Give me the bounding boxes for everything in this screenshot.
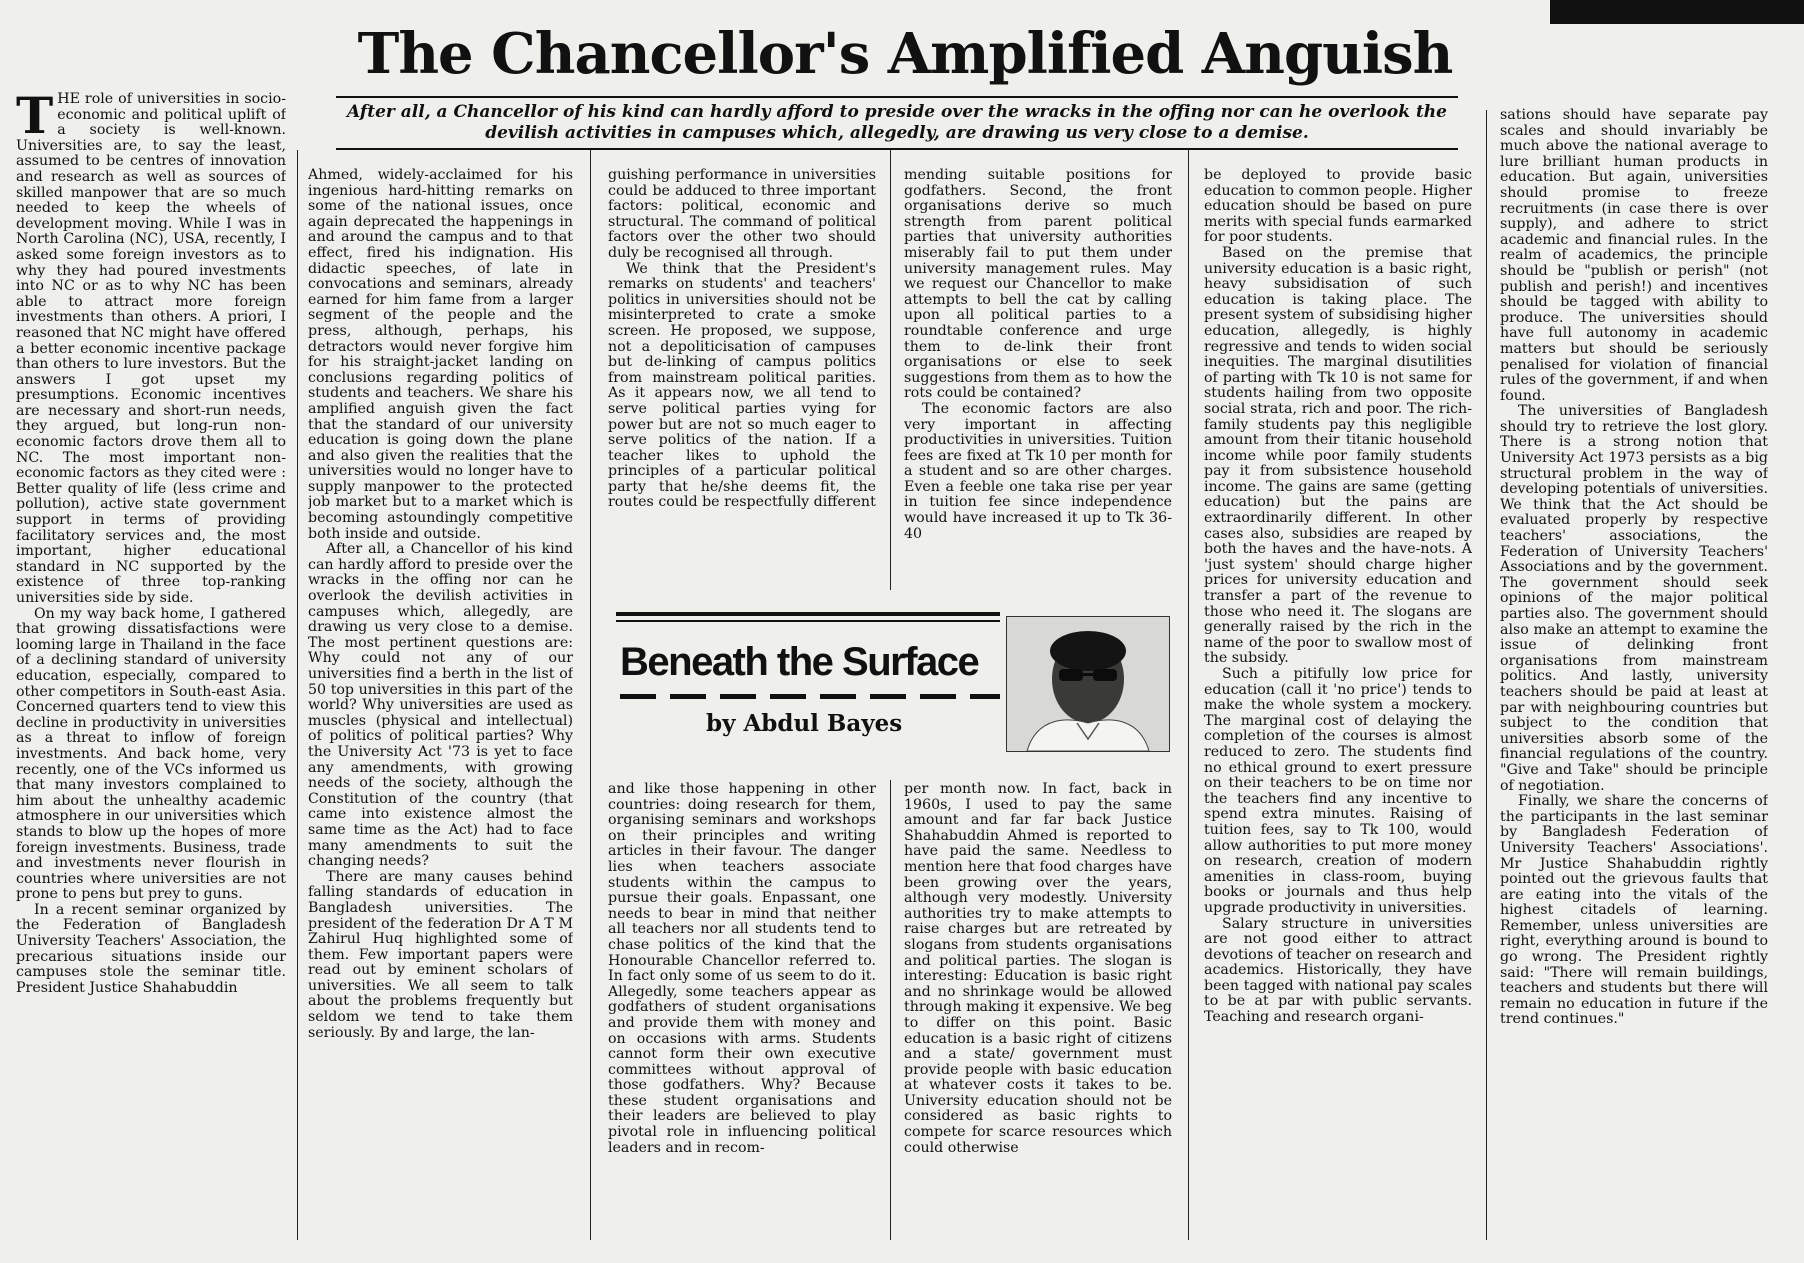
paragraph: After all, a Chancellor of his kind can hardly afford to preside over the wracks in the offing nor can he overlook the devilish activities in campuses which, allegedly, are drawing us very close to a demise. The most pertinent questions are: Why could not any of our universities find a berth in the list of 50 top universities in this part of the world? Why universities are used as muscles (physical and intellectual) of politics of political parties? Why the University Act '73 is yet to face any amendments, with growing needs of the society, although the Constitution of the country (that came into existence almost the same time as the Act) had to face many amendments to suit the changing needs? bbox=[308, 541, 573, 870]
paragraph: THE role of universities in socio-economic and political uplift of a society is well-known. Universities are, to say the least, assumed to be centres of innovation and research as well as sources of skilled manpower that are so much needed to keep the wheels of development moving. While I was in North Carolina (NC), USA, recently, I asked some foreign investors as to why they had poured investments into NC or as to why NC has been able to attract more foreign investments than others. A priori, I reasoned that NC might have offered a better economic incentive package than others to lure investors. But the answers I got upset my presumptions. Economic incentives are necessary and short-run needs, they argued, but long-run non-economic factors drove them all to NC. The most important non-economic factors as they cited were : Better quality of life (less crime and pollution), active state government support in terms of providing facilitatory services and, the most important, higher educational standard in NC supported by the existence of three top-ranking universities side by side. bbox=[16, 92, 286, 606]
column-rule bbox=[297, 150, 298, 1240]
paragraph: per month now. In fact, back in 1960s, I used to pay the same amount and far far back Justice Shahabuddin Ahmed is reported to have paid the same. Needless to mention here that food charges have been growing over the years, although very modestly. University authorities try to make attempts to raise charges but are retreated by slogans from students organisations and political parties. The slogan is interesting: Education is basic right and no shrinkage would be allowed through making it expensive. We beg to differ on this point. Basic education is a basic right of citizens and a state/ government must provide people with basic education at whatever costs it takes to be. University education should not be considered as basic rights to compete for scarce resources which could otherwise bbox=[904, 782, 1172, 1156]
paragraph: The universities of Bangladesh should try to retrieve the lost glory. There is a strong notion that University Act 1973 persists as a big structural problem in the way of developing potentials of universities. We think that the Act should be evaluated properly by respective teachers' associations, the Federation of University Teachers' Associations and by the government. The government should seek opinions of the major political parties also. The government should also make an attempt to examine the issue of delinking front organisations from mainstream politics. And lastly, university teachers should be paid at least at par with neighbouring countries but subject to the condition that universities absorb some of the financial regulations of the country. "Give and Take" should be principle of negotiation. bbox=[1500, 403, 1768, 794]
column-header-box bbox=[616, 612, 1172, 754]
paragraph: We think that the President's remarks on students' and teachers' politics in universities should not be misinterpreted to crate a smoke screen. He proposed, we suppose, not a depoliticisation of campuses but de-linking of campus politics from mainstream political parities. As it appears now, we all tend to serve political parties vying for power but are not so much eager to serve politics of the nation. If a teacher likes to uphold the principles of a particular political party that he/she deems fit, the routes could be respectfully different bbox=[608, 260, 876, 511]
headline: The Chancellor's Amplified Anguish bbox=[357, 21, 1453, 87]
top-black-bar bbox=[1550, 0, 1804, 24]
dashed-rule bbox=[620, 694, 1000, 699]
box-rule bbox=[616, 620, 1000, 622]
author-photo bbox=[1006, 616, 1170, 752]
column-6 bbox=[1500, 108, 1768, 1243]
paragraph: sations should have separate pay scales and should invariably be much above the national average to lure brilliant human products in education. But again, universities should promise to freeze recruitments (in case there is over supply), and adhere to strict academic and financial rules. In the realm of academics, the principle should be "publish or perish" (not publish and perish!) and incentives should be tagged with ability to produce. The universities should have full autonomy in academic matters but should be seriously penalised for violation of financial rules of the government, if and when found. bbox=[1500, 108, 1768, 404]
column-2 bbox=[308, 168, 573, 1243]
subheadline: After all, a Chancellor of his kind can hardly afford to preside over the wracks in the offing nor can he overlook the devilish activities in campuses which, allegedly, are drawing us very close to a demise. bbox=[336, 96, 1458, 150]
paragraph: In a recent seminar organized by the Federation of Bangladesh University Teachers' Association, the precarious situations inside our campuses stole the seminar title. President Justice Shahabuddin bbox=[16, 901, 286, 996]
paragraph: Such a pitifully low price for education (call it 'no price') tends to make the whole system a mockery. The marginal cost of delaying the completion of the courses is almost reduced to zero. The students find no ethical ground to exert pressure on their teachers to be on time nor the teachers find any incentive to spend extra minutes. Raising of tuition fees, say to Tk 100, would allow authorities to put more money on research, creation of modern amenities in class-room, buying books or journals and thus help upgrade productivity in universities. bbox=[1204, 666, 1472, 916]
paragraph: guishing performance in universities could be adduced to three important factors: political, economic and structural. The command of political factors over the other two should duly be recognised all through. bbox=[608, 168, 876, 261]
paragraph: and like those happening in other countries: doing research for them, organising seminars and workshops on their principles and writing articles in their favour. The danger lies when teachers associate students within the campus to pursue their goals. Enpassant, one needs to bear in mind that neither all teachers nor all students tend to chase politics of the kind that the Honourable Chancellor referred to. In fact only some of us seem to do it. Allegedly, some teachers appear as godfathers of student organisations and provide them with money and on occasions with arms. Students cannot form their own executive committees without approval of those godfathers. Why? Because these student organisations and their leaders are believed to play pivotal role in influencing political leaders and in recom- bbox=[608, 782, 876, 1156]
column-title: Beneath the Surface bbox=[620, 640, 979, 684]
column-1 bbox=[16, 92, 286, 1242]
paragraph: Ahmed, widely-acclaimed for his ingenious hard-hitting remarks on some of the national issues, once again deprecated the happenings in and around the campus and to that effect, fired his indignation. His didactic speeches, of late in convocations and seminars, already earned for him fame from a larger segment of the people and the press, although, perhaps, his detractors would never forgive him for his straight-jacket landing on conclusions regarding politics of students and teachers. We share his amplified anguish given the fact that the standard of our university education is going down the plane and also given the realities that the universities would no longer have to supply manpower to the protected job market but to a market which is becoming astoundingly competitive both inside and outside. bbox=[308, 168, 573, 542]
column-3-bottom bbox=[608, 782, 876, 1242]
paragraph: Salary structure in universities are not good either to attract devotions of teacher on research and academics. Historically, they have been tagged with national pay scales to be at par with public servants. Teaching and research organi- bbox=[1204, 915, 1472, 1026]
paragraph: be deployed to provide basic education to common people. Higher education should be based on pure merits with special funds earmarked for poor students. bbox=[1204, 168, 1472, 246]
column-4-top bbox=[904, 168, 1172, 596]
column-rule bbox=[1188, 150, 1189, 1240]
column-4-bottom bbox=[904, 782, 1172, 1242]
paragraph: mending suitable positions for godfathers. Second, the front organisations derive so much strength from parent political parties that university authorities miserably fail to put them under university management rules. May we request our Chancellor to make attempts to bell the cat by calling upon all political parties to a roundtable conference and urge them to de-link their front organisations or else to seek suggestions from them as to how the rots could be contained? bbox=[904, 168, 1172, 402]
column-rule bbox=[890, 150, 891, 590]
column-5 bbox=[1204, 168, 1472, 1243]
paragraph: There are many causes behind falling standards of education in Bangladesh universities. The president of the federation Dr A T M Zahirul Huq highlighted some of them. Few important papers were read out by eminent scholars of universities. We all seem to talk about the problems frequently but seldom we tend to take them seriously. By and large, the lan- bbox=[308, 868, 573, 1041]
paragraph: The economic factors are also very important in affecting productivities in universities. Tuition fees are fixed at Tk 10 per month for a student and so are other charges. Even a feeble one taka rise per year in tuition fee since independence would have increased it up to Tk 36-40 bbox=[904, 400, 1172, 542]
author-portrait-icon bbox=[1007, 617, 1169, 751]
drop-cap: T bbox=[16, 92, 54, 145]
byline: by Abdul Bayes bbox=[706, 710, 903, 737]
paragraph: On my way back home, I gathered that growing dissatisfactions were looming large in Thailand in the face of a declining standard of university education, especially, compared to other competitors in South-east Asia. Concerned quarters tend to view this decline in productivity in universities as a threat to inflow of foreign investments. And back home, very recently, one of the VCs informed us that many investors complained to him about the unhealthy academic atmosphere in our universities which stands to blow up the hopes of more foreign investments. Business, trade and investments never flourish in countries where universities are not prone to pens but prey to guns. bbox=[16, 605, 286, 903]
column-3-top bbox=[608, 168, 876, 596]
column-rule bbox=[1486, 110, 1487, 1240]
paragraph: Based on the premise that university education is a basic right, heavy subsidisation of such education is taking place. The present system of subsidising higher education, allegedly, is highly regressive and tends to widen social inequities. The marginal disutilities of parting with Tk 10 is not same for students hailing from two opposite social strata, rich and poor. The rich-family students pay this negligible amount from their titanic household income while poor family students pay it from subsistence household income. The gains are same (getting education) but the pains are extraordinarily different. In other cases also, subsidies are reaped by both the haves and the have-nots. A 'just system' should charge higher prices for university education and transfer a part of the revenue to those who need it. The slogans are generally raised by the rich in the name of the poor to swallow most of the subsidy. bbox=[1204, 244, 1472, 667]
paragraph: Finally, we share the concerns of the participants in the last seminar by Bangladesh Federation of University Teachers' Associations'. Mr Justice Shahabuddin rightly pointed out the grievous faults that are eating into the vitals of the highest citadels of learning. Remember, unless universities are right, everything around is bound to go wrong. The President rightly said: "There will remain buildings, teachers and students but there will remain no education in future if the trend continues." bbox=[1500, 793, 1768, 1028]
column-rule bbox=[890, 780, 891, 1240]
box-rule bbox=[616, 612, 1000, 616]
column-rule bbox=[590, 150, 591, 1240]
